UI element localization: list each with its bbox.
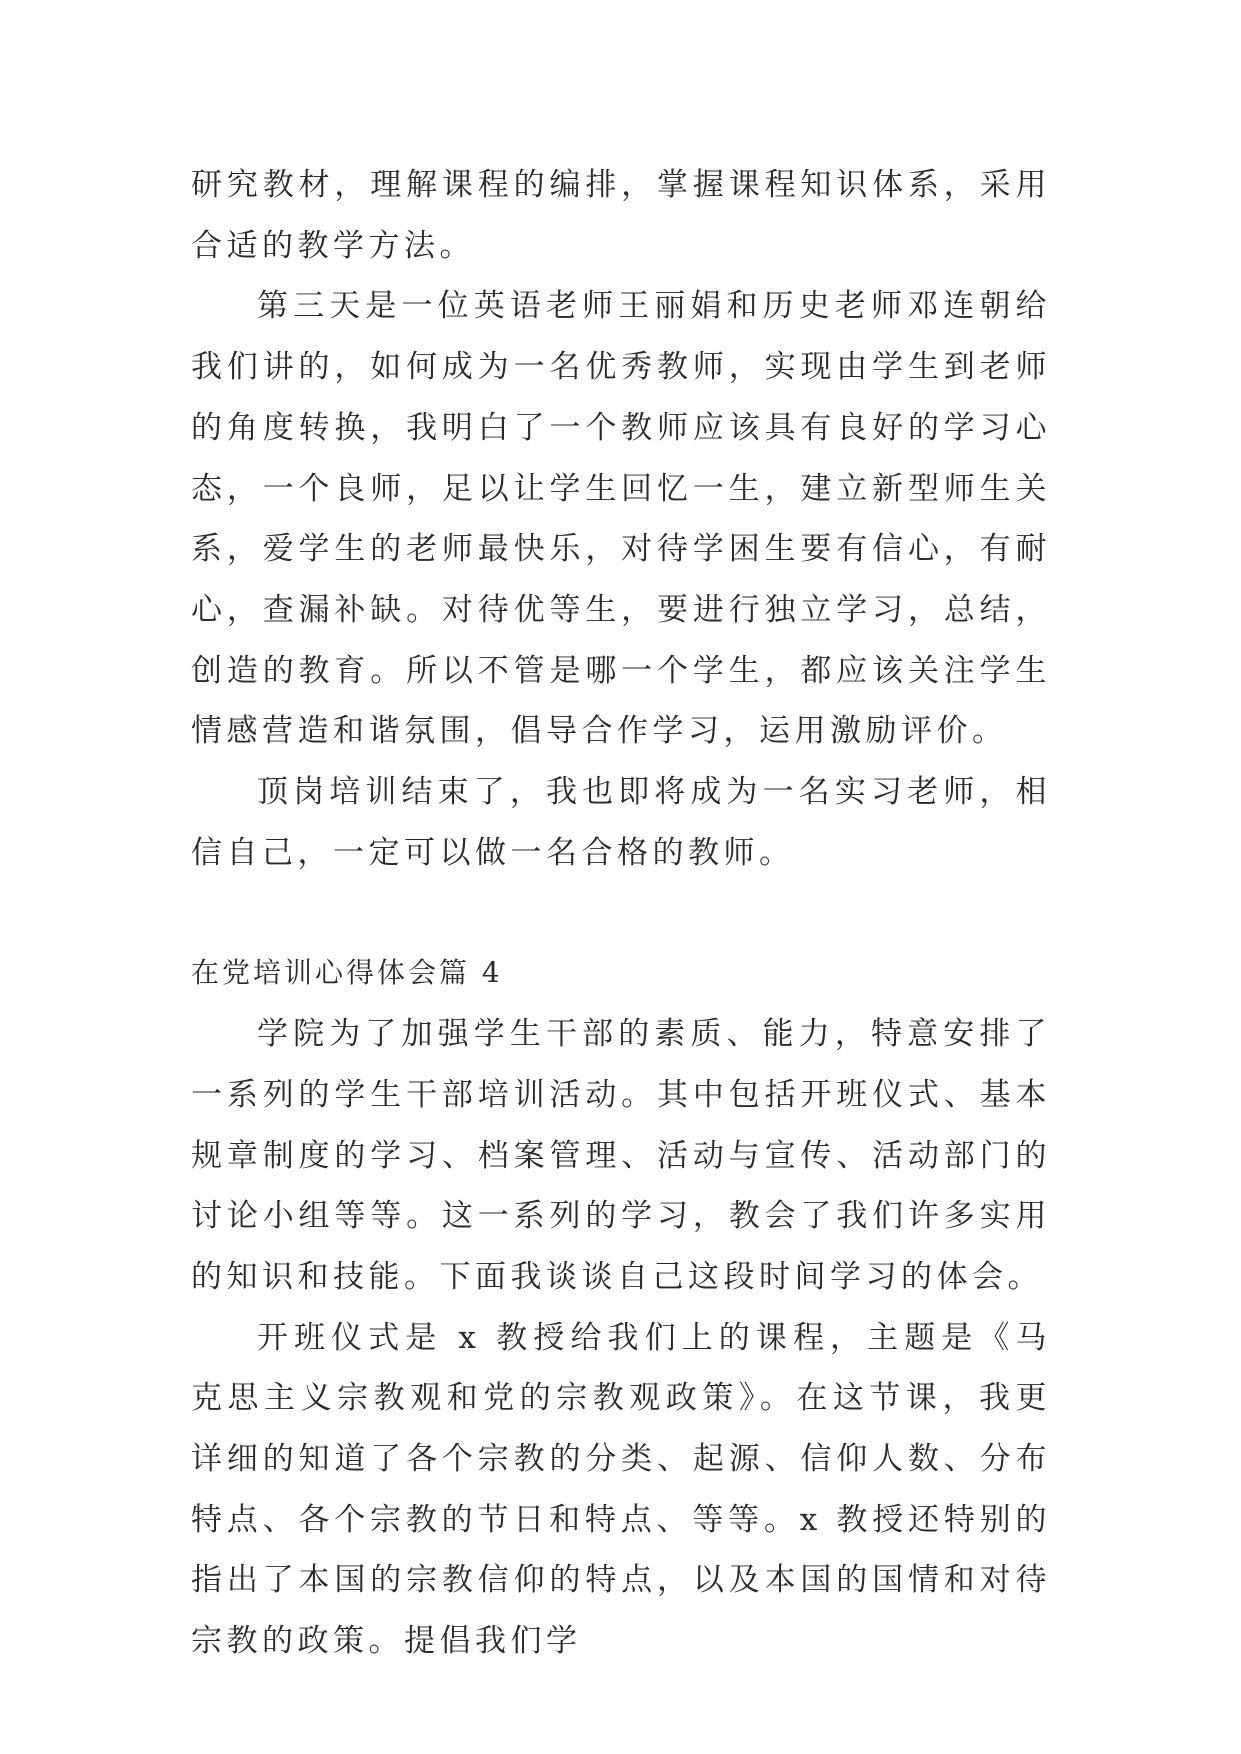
- paragraph-continuation: 研究教材，理解课程的编排，掌握课程知识体系，采用合适的教学方法。: [191, 167, 1051, 264]
- paragraph-opening-ceremony: 开班仪式是 x 教授给我们上的课程，主题是《马克思主义宗教观和党的宗教观政策》。在这节课，我更详细的知道了各个宗教的分类、起源、信仰人数、分布特点、各个宗教的节日和特点、等等。x 教授还特别的指出了本国的宗教信仰的特点，以及本国的国情和对待宗教的政策。提倡我们学: [191, 1319, 1051, 1660]
- paragraph-intro: 学院为了加强学生干部的素质、能力，特意安排了一系列的学生干部培训活动。其中包括开班仪式、基本规章制度的学习、档案管理、活动与宣传、活动部门的讨论小组等等。这一系列的学习，教会了我们许多实用的知识和技能。下面我谈谈自己这段时间学习的体会。: [191, 1016, 1051, 1295]
- document-body: [191, 155, 1051, 1672]
- paragraph-training-end: 顶岗培训结束了，我也即将成为一名实习老师，相信自己，一定可以做一名合格的教师。: [191, 774, 1051, 871]
- paragraph-third-day: 第三天是一位英语老师王丽娟和历史老师邓连朝给我们讲的，如何成为一名优秀教师，实现由学生到老师的角度转换，我明白了一个教师应该具有良好的学习心态，一个良师，足以让学生回忆一生，建立新型师生关系，爱学生的老师最快乐，对待学困生要有信心，有耐心，查漏补缺。对待优等生，要进行独立学习，总结，创造的教育。所以不管是哪一个学生，都应该关注学生情感营造和谐氛围，倡导合作学习，运用激励评价。: [191, 288, 1051, 750]
- section-title: 在党培训心得体会篇 4: [191, 956, 503, 990]
